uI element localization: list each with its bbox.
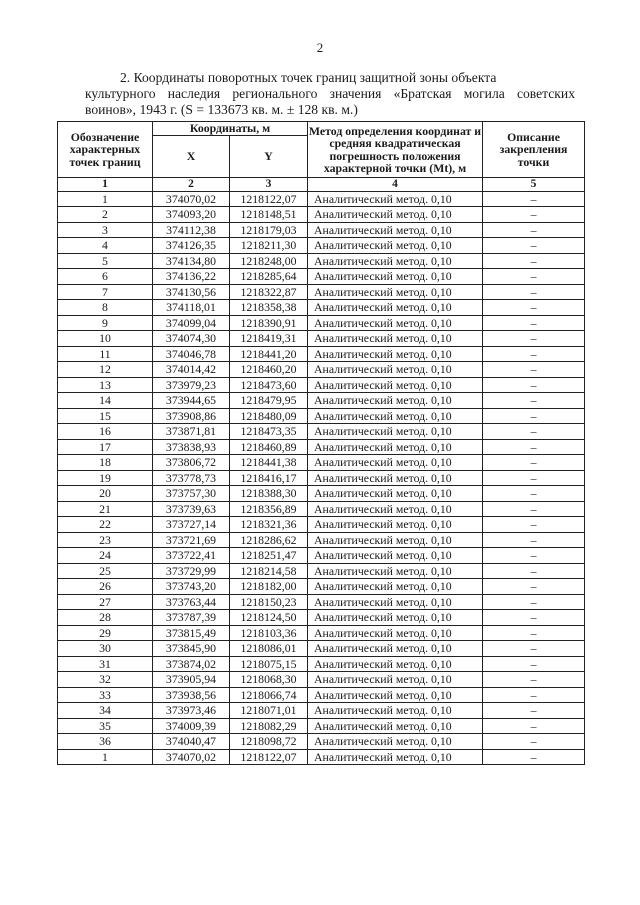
cell-x: 373778,73 bbox=[153, 470, 230, 486]
table-row bbox=[58, 641, 585, 657]
section-heading bbox=[85, 70, 575, 118]
cell-description: – bbox=[483, 346, 585, 362]
cell-description: – bbox=[483, 517, 585, 533]
cell-point: 16 bbox=[58, 424, 153, 440]
cell-x: 373845,90 bbox=[153, 641, 230, 657]
table-row bbox=[58, 377, 585, 393]
cell-description: – bbox=[483, 594, 585, 610]
cell-y: 1218214,58 bbox=[230, 563, 308, 579]
cell-description: – bbox=[483, 579, 585, 595]
table-row bbox=[58, 532, 585, 548]
cell-point: 20 bbox=[58, 486, 153, 502]
cell-method: Аналитический метод. 0,10 bbox=[308, 269, 483, 285]
cell-y: 1218098,72 bbox=[230, 734, 308, 750]
cell-description: – bbox=[483, 656, 585, 672]
cell-x: 374040,47 bbox=[153, 734, 230, 750]
cell-description: – bbox=[483, 315, 585, 331]
table-row bbox=[58, 563, 585, 579]
cell-description: – bbox=[483, 548, 585, 564]
table-row bbox=[58, 610, 585, 626]
cell-description: – bbox=[483, 749, 585, 765]
cell-point: 15 bbox=[58, 408, 153, 424]
cell-description: – bbox=[483, 207, 585, 223]
column-number: 4 bbox=[308, 178, 483, 192]
cell-method: Аналитический метод. 0,10 bbox=[308, 625, 483, 641]
table-row bbox=[58, 656, 585, 672]
cell-y: 1218441,38 bbox=[230, 455, 308, 471]
table-row bbox=[58, 238, 585, 254]
cell-x: 374070,02 bbox=[153, 749, 230, 765]
cell-method: Аналитический метод. 0,10 bbox=[308, 238, 483, 254]
cell-x: 373729,99 bbox=[153, 563, 230, 579]
table-row bbox=[58, 269, 585, 285]
cell-method: Аналитический метод. 0,10 bbox=[308, 517, 483, 533]
table-row bbox=[58, 207, 585, 223]
cell-point: 9 bbox=[58, 315, 153, 331]
cell-point: 27 bbox=[58, 594, 153, 610]
cell-y: 1218248,00 bbox=[230, 253, 308, 269]
cell-y: 1218321,36 bbox=[230, 517, 308, 533]
coordinates-table bbox=[57, 121, 585, 765]
cell-method: Аналитический метод. 0,10 bbox=[308, 672, 483, 688]
cell-y: 1218480,09 bbox=[230, 408, 308, 424]
cell-method: Аналитический метод. 0,10 bbox=[308, 548, 483, 564]
cell-y: 1218150,23 bbox=[230, 594, 308, 610]
cell-method: Аналитический метод. 0,10 bbox=[308, 610, 483, 626]
page-number: 2 bbox=[316, 40, 324, 55]
cell-method: Аналитический метод. 0,10 bbox=[308, 656, 483, 672]
table-row bbox=[58, 703, 585, 719]
cell-method: Аналитический метод. 0,10 bbox=[308, 687, 483, 703]
cell-point: 4 bbox=[58, 238, 153, 254]
table-row bbox=[58, 548, 585, 564]
cell-point: 8 bbox=[58, 300, 153, 316]
cell-y: 1218479,95 bbox=[230, 393, 308, 409]
table-row bbox=[58, 284, 585, 300]
table-row bbox=[58, 393, 585, 409]
cell-method: Аналитический метод. 0,10 bbox=[308, 734, 483, 750]
cell-point: 25 bbox=[58, 563, 153, 579]
cell-x: 374009,39 bbox=[153, 718, 230, 734]
cell-x: 373763,44 bbox=[153, 594, 230, 610]
cell-y: 1218285,64 bbox=[230, 269, 308, 285]
cell-x: 373721,69 bbox=[153, 532, 230, 548]
cell-method: Аналитический метод. 0,10 bbox=[308, 222, 483, 238]
cell-x: 374126,35 bbox=[153, 238, 230, 254]
table-row bbox=[58, 579, 585, 595]
cell-description: – bbox=[483, 470, 585, 486]
cell-method: Аналитический метод. 0,10 bbox=[308, 284, 483, 300]
cell-description: – bbox=[483, 408, 585, 424]
cell-method: Аналитический метод. 0,10 bbox=[308, 718, 483, 734]
column-number: 3 bbox=[230, 178, 308, 192]
cell-method: Аналитический метод. 0,10 bbox=[308, 331, 483, 347]
cell-x: 374130,56 bbox=[153, 284, 230, 300]
table-row bbox=[58, 455, 585, 471]
cell-y: 1218148,51 bbox=[230, 207, 308, 223]
cell-point: 33 bbox=[58, 687, 153, 703]
cell-x: 373722,41 bbox=[153, 548, 230, 564]
cell-y: 1218473,35 bbox=[230, 424, 308, 440]
cell-method: Аналитический метод. 0,10 bbox=[308, 563, 483, 579]
cell-y: 1218251,47 bbox=[230, 548, 308, 564]
cell-x: 374070,02 bbox=[153, 191, 230, 207]
cell-point: 12 bbox=[58, 362, 153, 378]
cell-y: 1218286,62 bbox=[230, 532, 308, 548]
cell-y: 1218416,17 bbox=[230, 470, 308, 486]
cell-description: – bbox=[483, 734, 585, 750]
table-row bbox=[58, 749, 585, 765]
cell-point: 19 bbox=[58, 470, 153, 486]
cell-method: Аналитический метод. 0,10 bbox=[308, 377, 483, 393]
cell-point: 7 bbox=[58, 284, 153, 300]
cell-x: 373973,46 bbox=[153, 703, 230, 719]
cell-x: 374046,78 bbox=[153, 346, 230, 362]
cell-point: 3 bbox=[58, 222, 153, 238]
cell-point: 30 bbox=[58, 641, 153, 657]
cell-method: Аналитический метод. 0,10 bbox=[308, 207, 483, 223]
cell-description: – bbox=[483, 331, 585, 347]
cell-method: Аналитический метод. 0,10 bbox=[308, 501, 483, 517]
cell-y: 1218211,30 bbox=[230, 238, 308, 254]
cell-point: 31 bbox=[58, 656, 153, 672]
table-row bbox=[58, 734, 585, 750]
column-number: 1 bbox=[58, 178, 153, 192]
table-row bbox=[58, 470, 585, 486]
header-coords: Координаты, м bbox=[153, 122, 308, 136]
cell-x: 373739,63 bbox=[153, 501, 230, 517]
cell-x: 374099,04 bbox=[153, 315, 230, 331]
cell-point: 1 bbox=[58, 191, 153, 207]
cell-description: – bbox=[483, 253, 585, 269]
cell-y: 1218122,07 bbox=[230, 749, 308, 765]
cell-x: 373979,23 bbox=[153, 377, 230, 393]
cell-x: 373905,94 bbox=[153, 672, 230, 688]
cell-y: 1218075,15 bbox=[230, 656, 308, 672]
cell-point: 35 bbox=[58, 718, 153, 734]
cell-description: – bbox=[483, 532, 585, 548]
cell-x: 373727,14 bbox=[153, 517, 230, 533]
cell-description: – bbox=[483, 393, 585, 409]
cell-description: – bbox=[483, 718, 585, 734]
cell-point: 22 bbox=[58, 517, 153, 533]
cell-x: 373944,65 bbox=[153, 393, 230, 409]
header-x: X bbox=[153, 136, 230, 178]
cell-point: 18 bbox=[58, 455, 153, 471]
cell-description: – bbox=[483, 362, 585, 378]
cell-point: 5 bbox=[58, 253, 153, 269]
cell-y: 1218122,07 bbox=[230, 191, 308, 207]
cell-description: – bbox=[483, 486, 585, 502]
heading-line-2: культурного наследия регионального значения «Братская могила советских воинов», 1943 г. (S = 133673 кв. м. ± 128 кв. м.) bbox=[85, 86, 575, 117]
cell-y: 1218356,89 bbox=[230, 501, 308, 517]
cell-y: 1218322,87 bbox=[230, 284, 308, 300]
cell-method: Аналитический метод. 0,10 bbox=[308, 641, 483, 657]
cell-y: 1218179,03 bbox=[230, 222, 308, 238]
cell-method: Аналитический метод. 0,10 bbox=[308, 253, 483, 269]
table-row bbox=[58, 625, 585, 641]
cell-x: 373938,56 bbox=[153, 687, 230, 703]
cell-y: 1218082,29 bbox=[230, 718, 308, 734]
cell-point: 36 bbox=[58, 734, 153, 750]
cell-y: 1218473,60 bbox=[230, 377, 308, 393]
cell-point: 34 bbox=[58, 703, 153, 719]
cell-description: – bbox=[483, 424, 585, 440]
cell-method: Аналитический метод. 0,10 bbox=[308, 393, 483, 409]
cell-x: 374134,80 bbox=[153, 253, 230, 269]
header-point: Обозначение характерных точек границ bbox=[58, 122, 153, 178]
cell-point: 23 bbox=[58, 532, 153, 548]
table-row bbox=[58, 331, 585, 347]
cell-x: 373838,93 bbox=[153, 439, 230, 455]
table-row bbox=[58, 486, 585, 502]
cell-x: 374118,01 bbox=[153, 300, 230, 316]
cell-y: 1218071,01 bbox=[230, 703, 308, 719]
cell-point: 29 bbox=[58, 625, 153, 641]
table-row bbox=[58, 517, 585, 533]
cell-point: 10 bbox=[58, 331, 153, 347]
cell-y: 1218182,00 bbox=[230, 579, 308, 595]
table-row bbox=[58, 222, 585, 238]
cell-point: 24 bbox=[58, 548, 153, 564]
cell-y: 1218103,36 bbox=[230, 625, 308, 641]
header-description: Описание закрепления точки bbox=[483, 122, 585, 178]
cell-y: 1218066,74 bbox=[230, 687, 308, 703]
table-row bbox=[58, 718, 585, 734]
cell-method: Аналитический метод. 0,10 bbox=[308, 315, 483, 331]
cell-point: 1 bbox=[58, 749, 153, 765]
cell-method: Аналитический метод. 0,10 bbox=[308, 486, 483, 502]
cell-method: Аналитический метод. 0,10 bbox=[308, 594, 483, 610]
cell-x: 374112,38 bbox=[153, 222, 230, 238]
cell-method: Аналитический метод. 0,10 bbox=[308, 455, 483, 471]
header-y: Y bbox=[230, 136, 308, 178]
cell-description: – bbox=[483, 222, 585, 238]
cell-point: 6 bbox=[58, 269, 153, 285]
column-number: 5 bbox=[483, 178, 585, 192]
cell-x: 373806,72 bbox=[153, 455, 230, 471]
cell-y: 1218124,50 bbox=[230, 610, 308, 626]
cell-y: 1218460,20 bbox=[230, 362, 308, 378]
cell-x: 373871,81 bbox=[153, 424, 230, 440]
cell-method: Аналитический метод. 0,10 bbox=[308, 408, 483, 424]
table-row bbox=[58, 594, 585, 610]
cell-method: Аналитический метод. 0,10 bbox=[308, 424, 483, 440]
cell-method: Аналитический метод. 0,10 bbox=[308, 439, 483, 455]
cell-description: – bbox=[483, 377, 585, 393]
cell-x: 373908,86 bbox=[153, 408, 230, 424]
cell-y: 1218419,31 bbox=[230, 331, 308, 347]
cell-method: Аналитический метод. 0,10 bbox=[308, 749, 483, 765]
cell-x: 373787,39 bbox=[153, 610, 230, 626]
cell-x: 373743,20 bbox=[153, 579, 230, 595]
cell-point: 28 bbox=[58, 610, 153, 626]
cell-x: 374093,20 bbox=[153, 207, 230, 223]
cell-point: 26 bbox=[58, 579, 153, 595]
cell-method: Аналитический метод. 0,10 bbox=[308, 362, 483, 378]
cell-point: 32 bbox=[58, 672, 153, 688]
cell-method: Аналитический метод. 0,10 bbox=[308, 191, 483, 207]
table-row bbox=[58, 346, 585, 362]
table-row bbox=[58, 687, 585, 703]
cell-description: – bbox=[483, 191, 585, 207]
cell-description: – bbox=[483, 238, 585, 254]
cell-description: – bbox=[483, 610, 585, 626]
cell-y: 1218358,38 bbox=[230, 300, 308, 316]
cell-y: 1218388,30 bbox=[230, 486, 308, 502]
table-row bbox=[58, 672, 585, 688]
header-method: Метод определения координат и средняя квадратическая погрешность положения характерной точки (Мt), м bbox=[308, 122, 483, 178]
table-row bbox=[58, 315, 585, 331]
cell-point: 17 bbox=[58, 439, 153, 455]
table-row bbox=[58, 191, 585, 207]
table-row bbox=[58, 439, 585, 455]
cell-point: 13 bbox=[58, 377, 153, 393]
cell-x: 374074,30 bbox=[153, 331, 230, 347]
table-row bbox=[58, 501, 585, 517]
cell-x: 373815,49 bbox=[153, 625, 230, 641]
cell-description: – bbox=[483, 672, 585, 688]
cell-description: – bbox=[483, 703, 585, 719]
table-row bbox=[58, 408, 585, 424]
table-row bbox=[58, 300, 585, 316]
cell-method: Аналитический метод. 0,10 bbox=[308, 346, 483, 362]
cell-y: 1218460,89 bbox=[230, 439, 308, 455]
cell-x: 373874,02 bbox=[153, 656, 230, 672]
cell-x: 374136,22 bbox=[153, 269, 230, 285]
cell-x: 373757,30 bbox=[153, 486, 230, 502]
cell-description: – bbox=[483, 625, 585, 641]
cell-y: 1218068,30 bbox=[230, 672, 308, 688]
column-number: 2 bbox=[153, 178, 230, 192]
table-row bbox=[58, 253, 585, 269]
cell-y: 1218441,20 bbox=[230, 346, 308, 362]
cell-method: Аналитический метод. 0,10 bbox=[308, 579, 483, 595]
cell-x: 374014,42 bbox=[153, 362, 230, 378]
cell-description: – bbox=[483, 439, 585, 455]
cell-method: Аналитический метод. 0,10 bbox=[308, 300, 483, 316]
cell-description: – bbox=[483, 563, 585, 579]
cell-method: Аналитический метод. 0,10 bbox=[308, 703, 483, 719]
cell-description: – bbox=[483, 269, 585, 285]
cell-description: – bbox=[483, 641, 585, 657]
heading-line-1: 2. Координаты поворотных точек границ защитной зоны объекта bbox=[120, 70, 497, 85]
cell-point: 14 bbox=[58, 393, 153, 409]
cell-method: Аналитический метод. 0,10 bbox=[308, 470, 483, 486]
cell-description: – bbox=[483, 300, 585, 316]
cell-point: 21 bbox=[58, 501, 153, 517]
cell-method: Аналитический метод. 0,10 bbox=[308, 532, 483, 548]
table-row bbox=[58, 424, 585, 440]
cell-description: – bbox=[483, 284, 585, 300]
cell-description: – bbox=[483, 501, 585, 517]
cell-point: 11 bbox=[58, 346, 153, 362]
cell-y: 1218086,01 bbox=[230, 641, 308, 657]
cell-point: 2 bbox=[58, 207, 153, 223]
cell-y: 1218390,91 bbox=[230, 315, 308, 331]
cell-description: – bbox=[483, 687, 585, 703]
table-row bbox=[58, 362, 585, 378]
cell-description: – bbox=[483, 455, 585, 471]
